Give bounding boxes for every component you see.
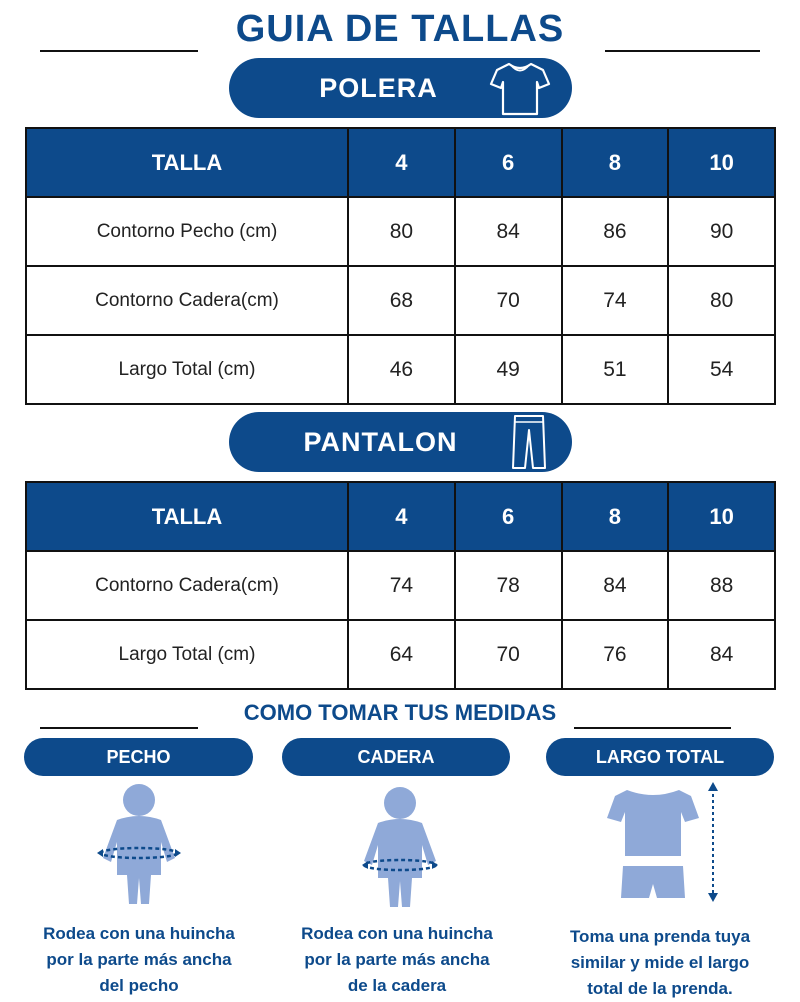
- polera-badge: [229, 58, 572, 118]
- table-cell: 51: [562, 335, 669, 404]
- garment-length-icon: [605, 780, 735, 905]
- cadera-label: CADERA: [357, 746, 435, 767]
- section-line-right: [574, 727, 731, 729]
- header-cell: 4: [348, 482, 455, 551]
- header-cell: 8: [562, 482, 669, 551]
- header-cell: 6: [455, 128, 562, 197]
- header-cell: 8: [562, 128, 669, 197]
- pecho-badge: [24, 738, 253, 776]
- largo-total-badge: [546, 738, 774, 776]
- caption-line: por la parte más ancha: [304, 950, 490, 969]
- table-cell: 84: [562, 551, 669, 620]
- pecho-caption: [14, 921, 264, 999]
- table-cell: 76: [562, 620, 669, 689]
- table-cell: 80: [348, 197, 455, 266]
- row-label: Contorno Cadera(cm): [26, 266, 348, 335]
- pantalon-badge: [229, 412, 572, 472]
- largo-caption: [535, 924, 785, 1002]
- row-label: Contorno Cadera(cm): [26, 551, 348, 620]
- table-row: [26, 620, 775, 689]
- table-cell: 74: [348, 551, 455, 620]
- section-title: COMO TOMAR TUS MEDIDAS: [243, 700, 557, 725]
- polera-table: [25, 127, 776, 405]
- pants-icon: [509, 412, 549, 472]
- pantalon-table: [25, 481, 776, 690]
- header-cell: TALLA: [26, 128, 348, 197]
- table-cell: 84: [668, 620, 775, 689]
- table-cell: 80: [668, 266, 775, 335]
- title-line-right: [605, 50, 760, 52]
- section-line-left: [40, 727, 198, 729]
- polera-label: POLERA: [319, 72, 438, 103]
- row-label: Contorno Pecho (cm): [26, 197, 348, 266]
- largo-total-label: LARGO TOTAL: [595, 746, 725, 767]
- table-cell: 78: [455, 551, 562, 620]
- table-row: [26, 551, 775, 620]
- title-row: [0, 6, 800, 56]
- caption-line: Rodea con una huincha: [43, 924, 235, 943]
- table-cell: 64: [348, 620, 455, 689]
- table-cell: 54: [668, 335, 775, 404]
- pantalon-label: PANTALON: [303, 426, 458, 457]
- row-label: Largo Total (cm): [26, 335, 348, 404]
- child-hip-measure-icon: [340, 783, 460, 913]
- table-cell: 90: [668, 197, 775, 266]
- caption-line: Rodea con una huincha: [301, 924, 493, 943]
- cadera-badge: [282, 738, 510, 776]
- caption-line: del pecho: [99, 976, 179, 995]
- table-cell: 86: [562, 197, 669, 266]
- table-row: [26, 335, 775, 404]
- tshirt-icon: [487, 58, 553, 118]
- cadera-caption: [272, 921, 522, 999]
- caption-line: de la cadera: [347, 976, 447, 995]
- header-cell: 10: [668, 128, 775, 197]
- caption-line: total de la prenda.: [587, 979, 733, 998]
- table-row: [26, 197, 775, 266]
- header-cell: 6: [455, 482, 562, 551]
- header-cell: 4: [348, 128, 455, 197]
- table-cell: 74: [562, 266, 669, 335]
- pecho-label: PECHO: [106, 746, 171, 767]
- header-cell: TALLA: [26, 482, 348, 551]
- child-chest-measure-icon: [79, 780, 199, 910]
- table-header-row: [26, 482, 775, 551]
- table-cell: 88: [668, 551, 775, 620]
- table-cell: 70: [455, 266, 562, 335]
- row-label: Largo Total (cm): [26, 620, 348, 689]
- table-header-row: [26, 128, 775, 197]
- table-row: [26, 266, 775, 335]
- table-cell: 46: [348, 335, 455, 404]
- caption-line: por la parte más ancha: [46, 950, 232, 969]
- table-cell: 49: [455, 335, 562, 404]
- table-cell: 68: [348, 266, 455, 335]
- header-cell: 10: [668, 482, 775, 551]
- page-title: GUIA DE TALLAS: [235, 8, 565, 50]
- caption-line: Toma una prenda tuya: [569, 927, 751, 946]
- caption-line: similar y mide el largo: [570, 953, 750, 972]
- table-cell: 70: [455, 620, 562, 689]
- table-cell: 84: [455, 197, 562, 266]
